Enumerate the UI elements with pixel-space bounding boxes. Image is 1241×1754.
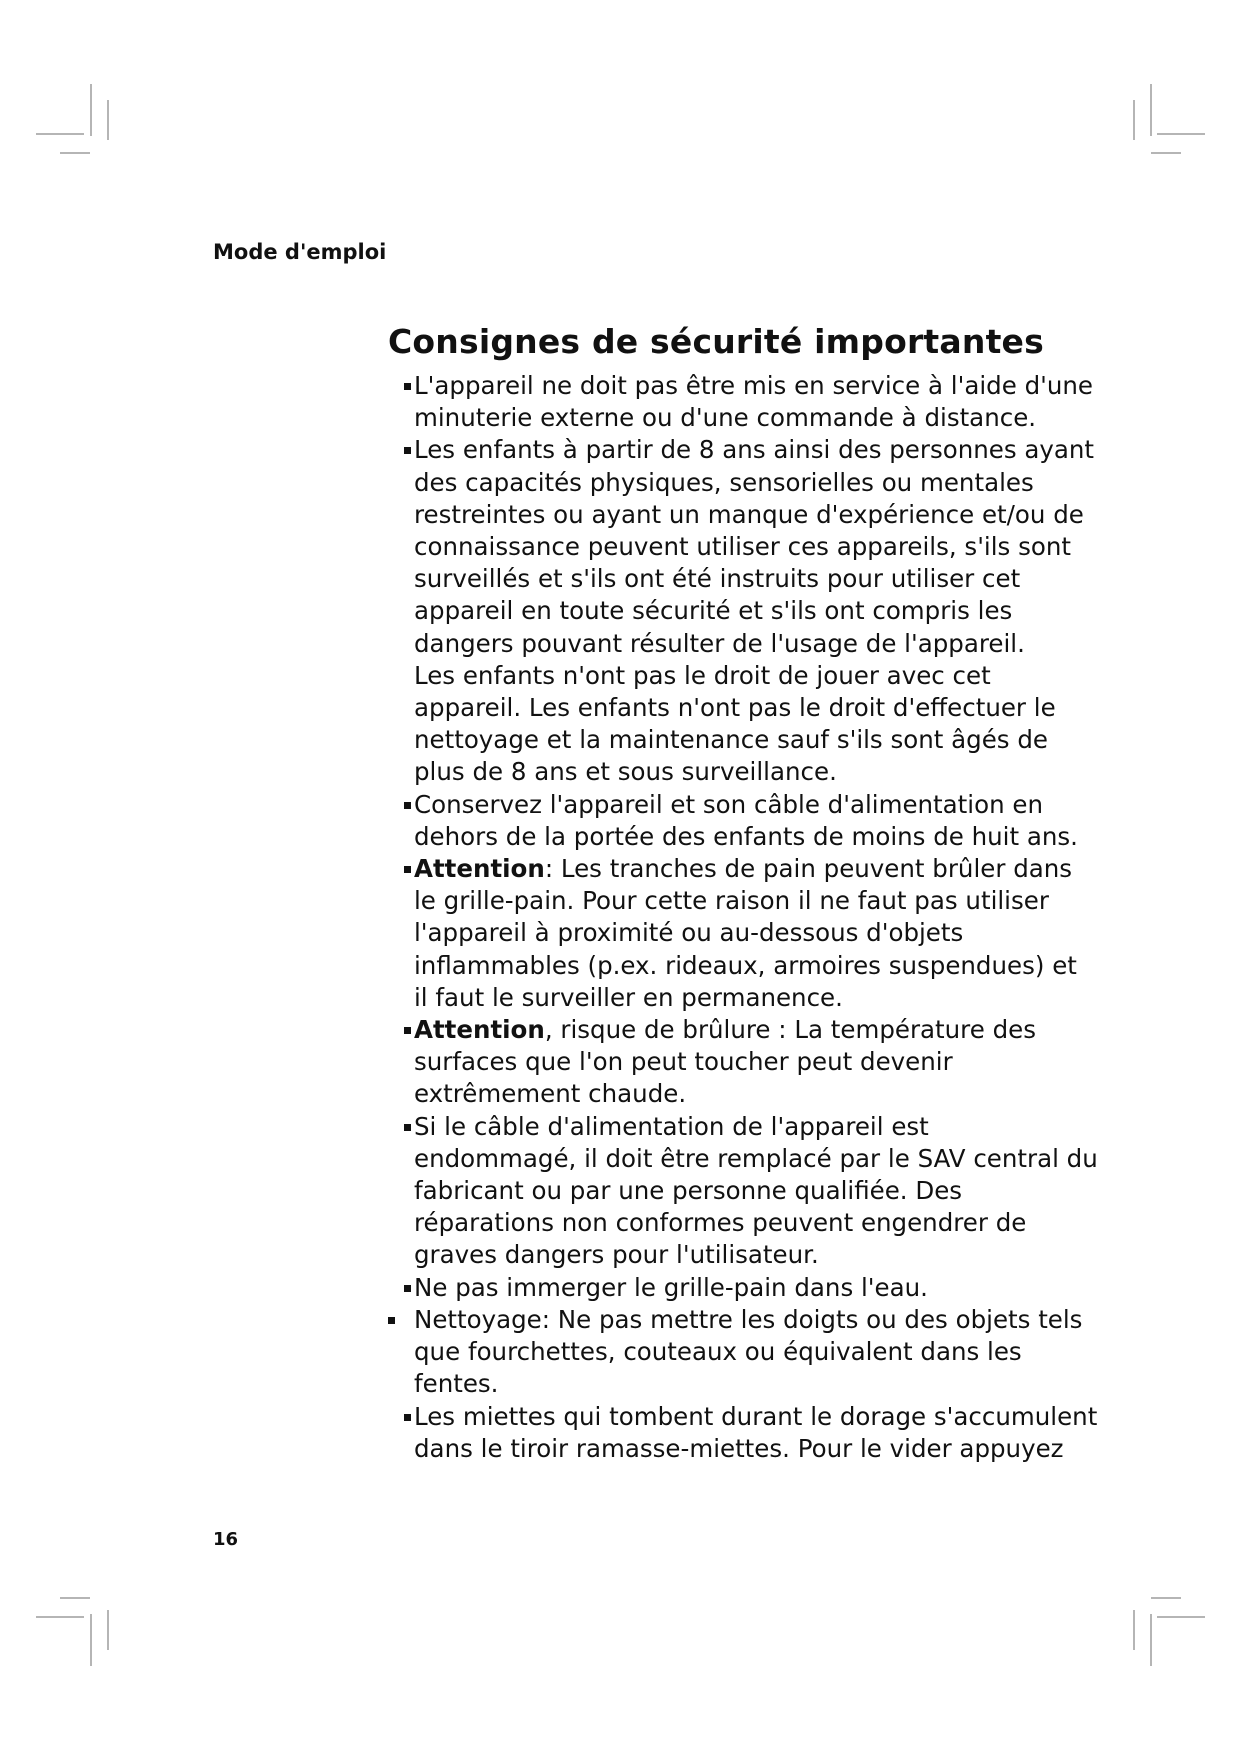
crop-mark xyxy=(90,1614,92,1666)
safety-instructions-list xyxy=(408,370,1098,1465)
crop-mark xyxy=(90,84,92,136)
list-item xyxy=(408,1111,1098,1272)
item-text: L'appareil ne doit pas être mis en service à l'aide d'une minuterie externe ou d'une commande à distance. xyxy=(414,371,1094,433)
crop-mark xyxy=(60,152,90,154)
crop-mark xyxy=(1157,133,1205,135)
paragraph xyxy=(408,660,1098,789)
crop-mark xyxy=(1151,1597,1181,1599)
item-text: Ne pas immerger le grille-pain dans l'eau. xyxy=(414,1272,928,1302)
crop-mark xyxy=(107,1610,109,1650)
bullet-icon xyxy=(388,1317,395,1324)
bullet-icon xyxy=(404,802,411,809)
bullet-icon xyxy=(404,1027,411,1034)
bullet-icon xyxy=(404,866,411,873)
list-item xyxy=(408,370,1098,434)
item-text: Les enfants n'ont pas le droit de jouer avec cet appareil. Les enfants n'ont pas le droit d'effectuer le nettoyage et la maintenance sauf s'ils sont âgés de plus de 8 ans et sous surveillance. xyxy=(414,660,1056,787)
list-item xyxy=(408,853,1098,1014)
list-item xyxy=(408,1272,1098,1304)
item-text: : Les tranches de pain peuvent brûler dans le grille-pain. Pour cette raison il ne faut pas utiliser l'appareil à proximité ou au-dessous d'objets inflammables (p.ex. rideaux, armoires suspendues) et il faut le surveiller en permanence. xyxy=(414,854,1077,1012)
item-text: Les miettes qui tombent durant le dorage s'accumulent dans le tiroir ramasse-miettes. Pour le vider appuyez xyxy=(414,1401,1098,1463)
running-header: Mode d'emploi xyxy=(213,240,387,264)
item-text: Les enfants à partir de 8 ans ainsi des personnes ayant des capacités physiques, sensorielles ou mentales restreintes ou ayant un manque d'expérience et/ou de connaissance peuvent utiliser ces appareils, s'ils sont surveillés et s'ils ont été instruits pour utiliser cet appareil en toute sécurité et s'ils ont compris les dangers pouvant résulter de l'usage de l'appareil. xyxy=(414,435,1095,658)
crop-mark xyxy=(1133,100,1135,140)
crop-mark xyxy=(1150,84,1152,136)
page-number: 16 xyxy=(213,1529,239,1550)
crop-mark xyxy=(1133,1610,1135,1650)
bullet-icon xyxy=(404,1414,411,1421)
list-item xyxy=(408,789,1098,853)
bullet-icon xyxy=(404,1285,411,1292)
crop-mark xyxy=(36,133,84,135)
crop-mark xyxy=(1157,1616,1205,1618)
crop-mark xyxy=(1151,152,1181,154)
item-text: Nettoyage: Ne pas mettre les doigts ou des objets tels que fourchettes, couteaux ou équivalent dans les fentes. xyxy=(414,1304,1083,1399)
list-item xyxy=(408,1014,1098,1111)
list-item xyxy=(408,1401,1098,1465)
item-text: , risque de brûlure : La température des surfaces que l'on peut toucher peut devenir extrêmement chaude. xyxy=(414,1015,1036,1109)
page-title: Consignes de sécurité importantes xyxy=(388,322,1044,361)
item-text: Si le câble d'alimentation de l'appareil est endommagé, il doit être remplacé par le SAV central du fabricant ou par une personne qualifiée. Des réparations non conformes peuvent engendrer de graves dangers pour l'utilisateur. xyxy=(414,1111,1098,1270)
warning-label: Attention xyxy=(414,854,545,884)
crop-mark xyxy=(60,1597,90,1599)
crop-mark xyxy=(36,1616,84,1618)
list-item xyxy=(408,1304,1098,1401)
bullet-icon xyxy=(404,1124,411,1131)
crop-mark xyxy=(107,100,109,140)
list-item xyxy=(408,434,1098,659)
item-text: Conservez l'appareil et son câble d'alimentation en dehors de la portée des enfants de moins de huit ans. xyxy=(414,789,1078,851)
crop-mark xyxy=(1150,1614,1152,1666)
bullet-icon xyxy=(404,383,411,390)
warning-label: Attention xyxy=(414,1015,545,1045)
bullet-icon xyxy=(404,447,411,454)
